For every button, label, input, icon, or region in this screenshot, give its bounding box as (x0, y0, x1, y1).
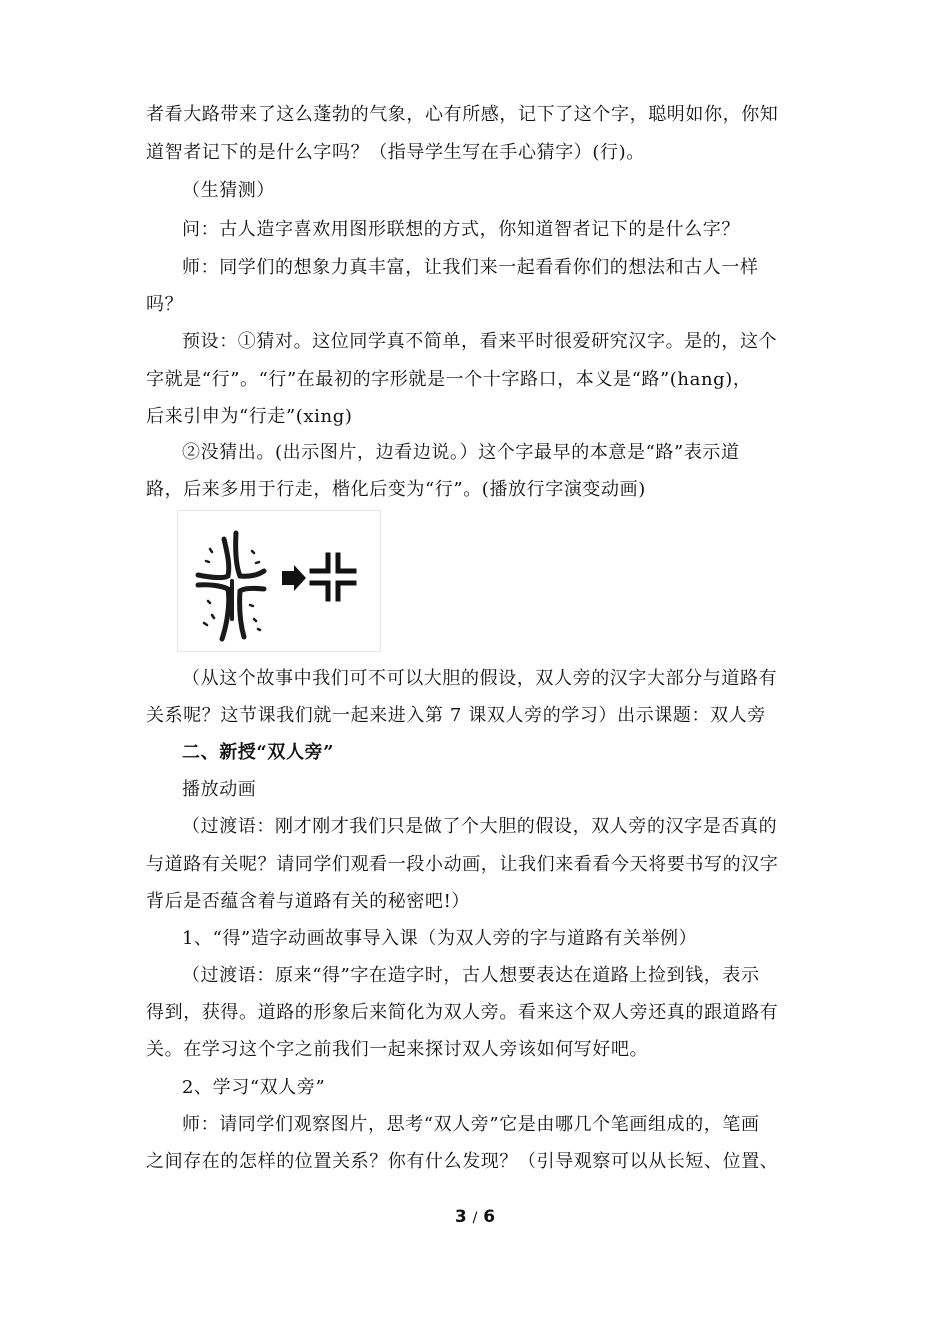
text-line: 得到，获得。道路的形象后来简化为双人旁。看来这个双人旁还真的跟道路有 (146, 1002, 779, 1023)
page-current: 3 (454, 1207, 467, 1227)
text-line: 者看大路带来了这么蓬勃的气象，心有所感，记下了这个字，聪明如你，你知 (146, 104, 779, 125)
xing-evolution-graphic (178, 511, 380, 651)
text-line: 师：请同学们观察图片，思考“双人旁”它是由哪几个笔画组成的，笔画 (182, 1114, 760, 1135)
text-line: 关系呢？这节课我们就一起来进入第 7 课双人旁的学习）出示课题：双人旁 (146, 705, 766, 726)
text-line: 播放动画 (182, 779, 257, 800)
text-line: 后来引申为“行走”(xing) (146, 406, 353, 427)
text-line: 问：古人造字喜欢用图形联想的方式，你知道智者记下的是什么字？ (182, 219, 740, 240)
page-separator: / (472, 1210, 478, 1226)
xing-evolution-image (177, 510, 381, 652)
text-line: 预设：①猜对。这位同学真不简单，看来平时很爱研究汉字。是的，这个 (182, 331, 778, 352)
section-heading: 二、新授“双人旁” (182, 742, 335, 763)
text-line: 师：同学们的想象力真丰富，让我们来一起看看你们的想法和古人一样 (182, 257, 759, 278)
text-line: 字就是“行”。“行”在最初的字形就是一个十字路口，本义是“路”(hang)， (146, 369, 752, 390)
text-line: 背后是否蕴含着与道路有关的秘密吧!） (146, 891, 471, 912)
text-line: （过渡语：原来“得”字在造字时，古人想要表达在道路上捡到钱，表示 (182, 965, 760, 986)
page-total: 6 (483, 1207, 496, 1227)
text-line: 路，后来多用于行走，楷化后变为“行”。(播放行字演变动画) (146, 479, 646, 500)
text-line: （过渡语：刚才刚才我们只是做了个大胆的假设，双人旁的汉字是否真的 (182, 816, 778, 837)
text-line: 吗？ (146, 294, 184, 315)
text-line: 1、“得”造字动画故事导入课（为双人旁的字与道路有关举例） (182, 928, 698, 949)
text-line: 与道路有关呢？请同学们观看一段小动画，让我们来看看今天将要书写的汉字 (146, 854, 779, 875)
text-line: 之间存在的怎样的位置关系？你有什么发现？（引导观察可以从长短、位置、 (146, 1151, 779, 1172)
page-number (0, 1207, 950, 1227)
text-line: （从这个故事中我们可不可以大胆的假设，双人旁的汉字大部分与道路有 (182, 668, 778, 689)
text-line: 关。在学习这个字之前我们一起来探讨双人旁该如何写好吧。 (146, 1039, 649, 1060)
text-line: 道智者记下的是什么字吗？（指导学生写在手心猜字）(行)。 (146, 142, 645, 163)
text-line: 2、学习“双人旁” (182, 1077, 326, 1098)
text-line: （生猜测） (182, 180, 275, 201)
text-line: ②没猜出。(出示图片，边看边说。）这个字最早的本意是“路”表示道 (182, 442, 740, 463)
